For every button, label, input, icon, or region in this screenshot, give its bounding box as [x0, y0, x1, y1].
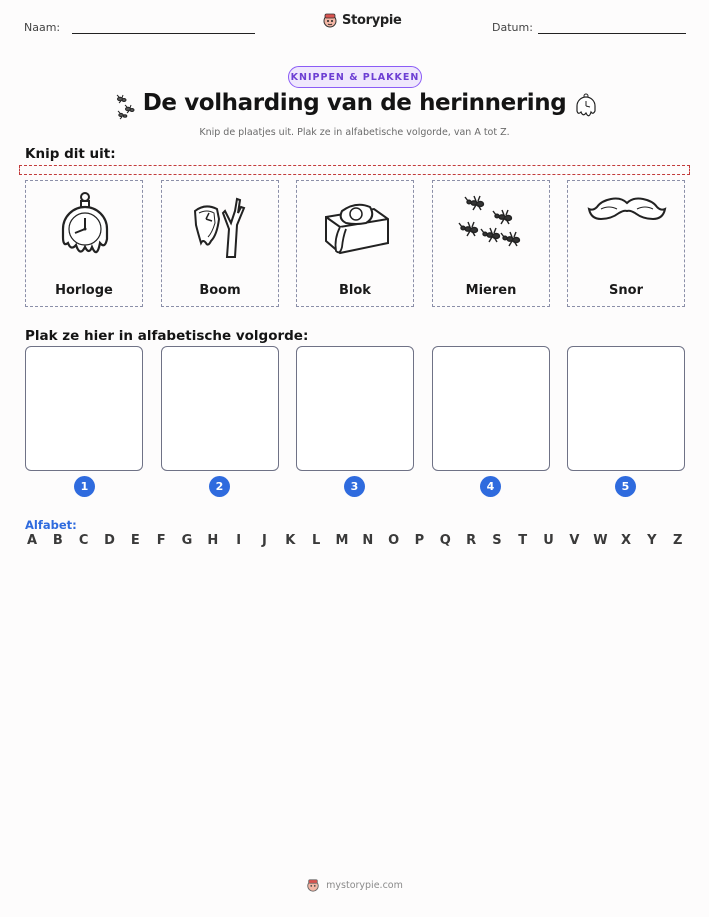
brand-name: Storypie: [342, 12, 402, 28]
alphabet-letter: U: [543, 533, 554, 548]
alphabet-letter: T: [518, 533, 528, 548]
alphabet-letter: A: [26, 533, 38, 548]
alphabet-letter: Q: [439, 533, 451, 548]
activity-badge: KNIPPEN & PLAKKEN: [288, 66, 422, 88]
alphabet-label: Alfabet:: [25, 518, 77, 532]
alphabet-row: [25, 533, 685, 548]
ants-icon: [452, 189, 532, 269]
page-title: De volharding van de herinnering: [142, 90, 567, 116]
order-number-badge: 4: [480, 476, 501, 497]
alphabet-letter: N: [362, 533, 374, 548]
alphabet-letter: P: [414, 533, 425, 548]
alphabet-letter: Z: [672, 533, 683, 548]
alphabet-letter: D: [104, 533, 115, 548]
melting-watch-decoration-icon: [574, 93, 598, 121]
date-field[interactable]: [538, 33, 686, 34]
order-number-badge: 2: [209, 476, 230, 497]
cut-card-blok[interactable]: [296, 180, 414, 307]
alphabet-letter: I: [236, 533, 242, 548]
cut-card-label: Blok: [339, 283, 371, 298]
instructions: Knip de plaatjes uit. Plak ze in alfabetische volgorde, van A tot Z.: [199, 127, 510, 138]
footer: [0, 878, 709, 892]
paste-box-1[interactable]: [25, 346, 143, 471]
alphabet-letter: G: [181, 533, 193, 548]
cut-card-snor[interactable]: [567, 180, 685, 307]
alphabet-letter: H: [207, 533, 219, 548]
alphabet-letter: V: [569, 533, 580, 548]
alphabet-letter: K: [285, 533, 296, 548]
order-number-badge: 1: [74, 476, 95, 497]
order-number-badge: 5: [615, 476, 636, 497]
alphabet-letter: Y: [647, 533, 657, 548]
alphabet-letter: L: [311, 533, 321, 548]
tree-with-watch-icon: [181, 189, 261, 269]
cut-card-label: Horloge: [55, 283, 113, 298]
alphabet-letter: C: [78, 533, 89, 548]
alphabet-letter: M: [335, 533, 349, 548]
alphabet-letter: X: [621, 533, 632, 548]
alphabet-letter: J: [262, 533, 267, 548]
brand-logo: [322, 12, 402, 28]
cut-card-horloge[interactable]: [25, 180, 143, 307]
paste-box-3[interactable]: [296, 346, 414, 471]
alphabet-letter: B: [52, 533, 63, 548]
alphabet-letter: W: [593, 533, 608, 548]
alphabet-letter: O: [388, 533, 400, 548]
cut-card-label: Snor: [609, 283, 643, 298]
date-label: Datum:: [492, 21, 533, 34]
name-field[interactable]: [72, 33, 255, 34]
alphabet-letter: R: [466, 533, 477, 548]
alphabet-letter: S: [492, 533, 502, 548]
cut-section-label: Knip dit uit:: [25, 146, 116, 162]
cut-card-boom[interactable]: [161, 180, 279, 307]
storypie-mascot-icon: [306, 878, 320, 892]
block-with-watch-icon: [316, 189, 396, 269]
cut-card-label: Mieren: [465, 283, 517, 298]
alphabet-letter: F: [156, 533, 166, 548]
paste-box-5[interactable]: [567, 346, 685, 471]
storypie-mascot-icon: [322, 12, 338, 28]
cut-card-label: Boom: [199, 283, 241, 298]
cut-card-mieren[interactable]: [432, 180, 550, 307]
cut-line: [19, 165, 690, 175]
mustache-icon: [587, 189, 667, 269]
alphabet-letter: E: [130, 533, 140, 548]
footer-url[interactable]: mystorypie.com: [326, 879, 403, 891]
paste-section-label: Plak ze hier in alfabetische volgorde:: [25, 328, 309, 344]
paste-box-4[interactable]: [432, 346, 550, 471]
name-label: Naam:: [24, 21, 61, 34]
order-number-badge: 3: [344, 476, 365, 497]
paste-box-2[interactable]: [161, 346, 279, 471]
melting-watch-icon: [45, 189, 125, 269]
